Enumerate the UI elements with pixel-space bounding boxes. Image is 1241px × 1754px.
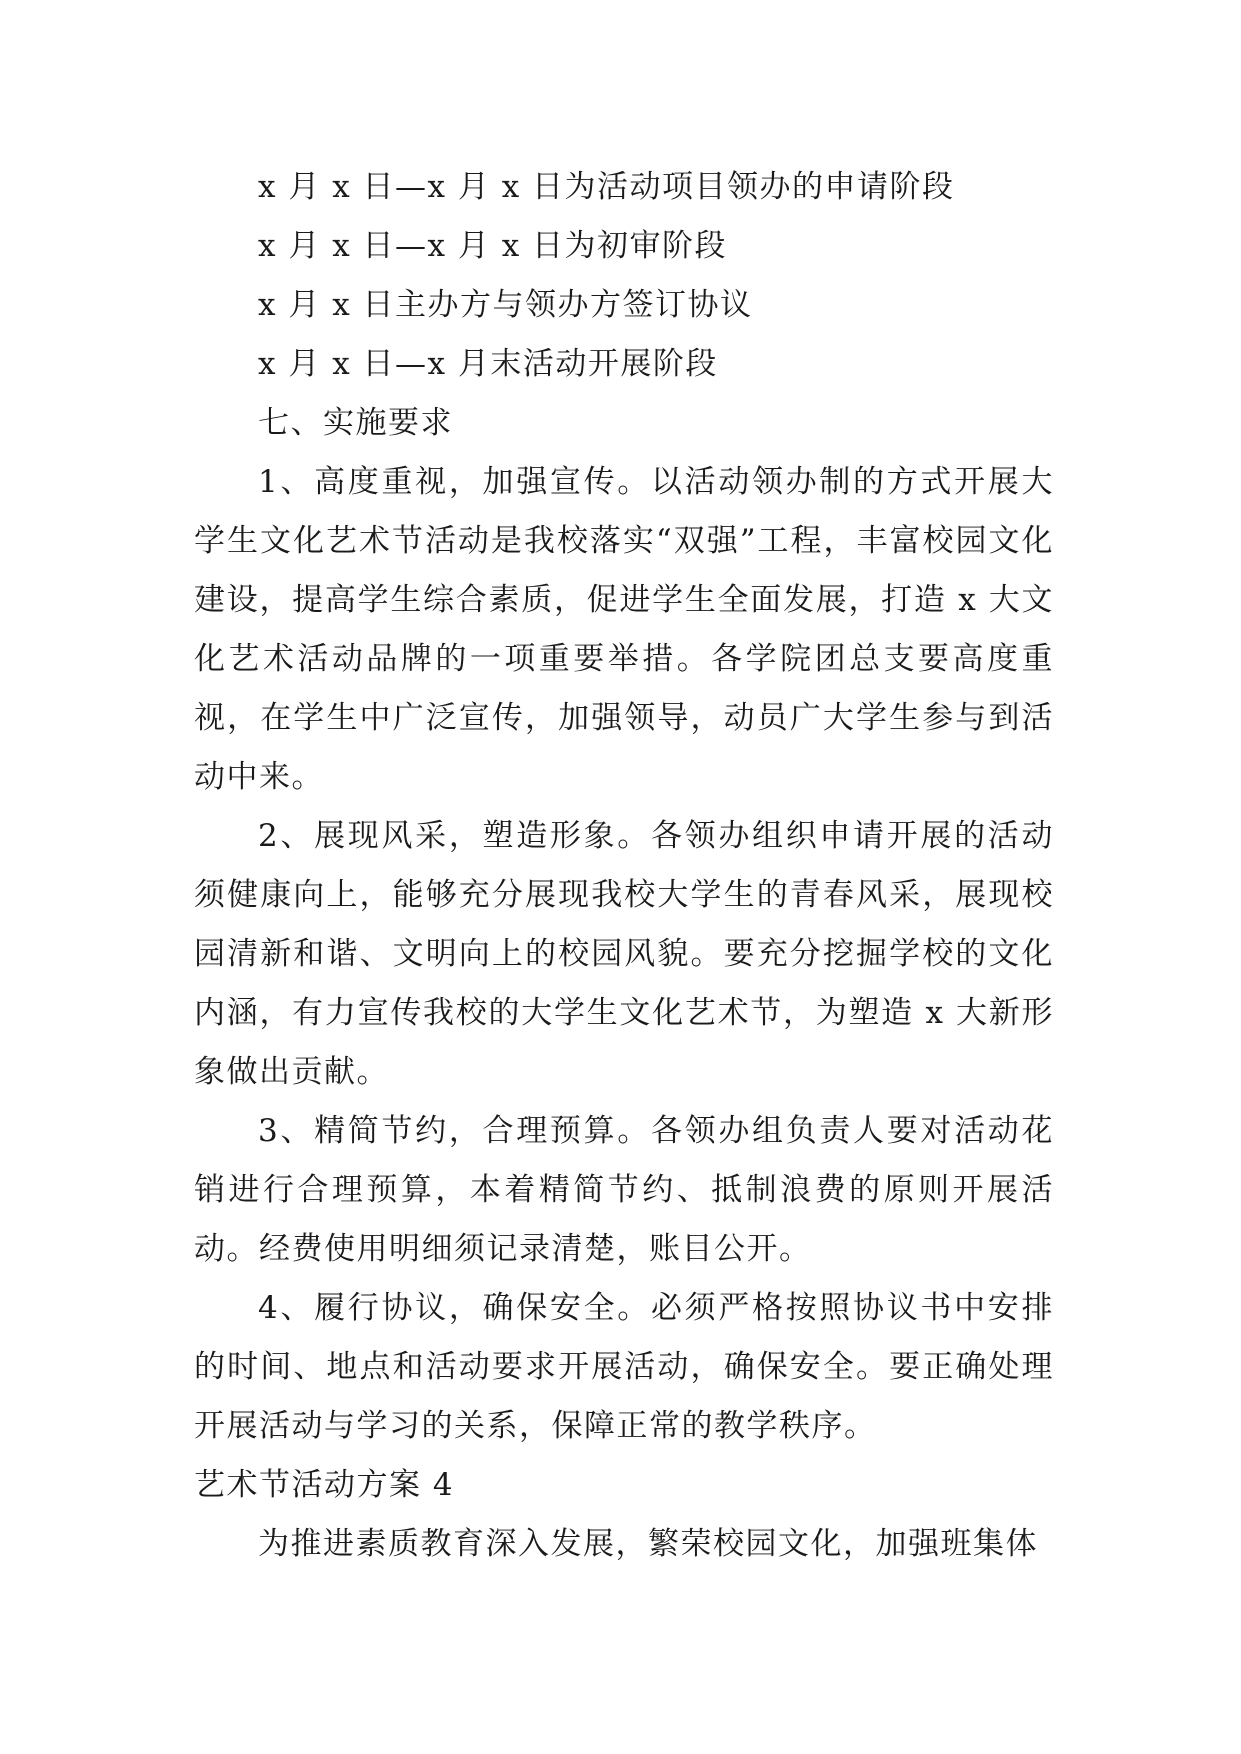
plan-title-4: 艺术节活动方案 4 xyxy=(194,1467,455,1503)
requirement-paragraph-1: 1、高度重视，加强宣传。以活动领办制的方式开展大学生文化艺术节活动是我校落实“双强”工程，丰富校园文化建设，提高学生综合素质，促进学生全面发展，打造 x 大文化艺术活动品牌的一项重要举措。各学院团总支要高度重视，在学生中广泛宣传，加强领导，动员广大学生参与到活动中来。 xyxy=(194,464,1054,795)
schedule-line-application: x 月 x 日—x 月 x 日为活动项目领办的申请阶段 xyxy=(258,169,955,205)
requirement-paragraph-3: 3、精简节约，合理预算。各领办组负责人要对活动花销进行合理预算，本着精简节约、抵制浪费的原则开展活动。经费使用明细须记录清楚，账目公开。 xyxy=(194,1113,1054,1267)
document-body xyxy=(194,158,1054,1574)
plan-intro-paragraph: 为推进素质教育深入发展，繁荣校园文化，加强班集体 xyxy=(258,1526,1038,1562)
requirement-paragraph-4: 4、履行协议，确保安全。必须严格按照协议书中安排的时间、地点和活动要求开展活动，确保安全。要正确处理开展活动与学习的关系，保障正常的教学秩序。 xyxy=(194,1290,1054,1444)
requirement-paragraph-2: 2、展现风采，塑造形象。各领办组织申请开展的活动须健康向上，能够充分展现我校大学生的青春风采，展现校园清新和谐、文明向上的校园风貌。要充分挖掘学校的文化内涵，有力宣传我校的大学生文化艺术节，为塑造 x 大新形象做出贡献。 xyxy=(194,818,1054,1090)
schedule-line-review: x 月 x 日—x 月 x 日为初审阶段 xyxy=(258,228,728,264)
schedule-line-activity: x 月 x 日—x 月末活动开展阶段 xyxy=(258,346,718,382)
section-heading-requirements: 七、实施要求 xyxy=(258,405,453,441)
schedule-line-agreement: x 月 x 日主办方与领办方签订协议 xyxy=(258,287,753,323)
